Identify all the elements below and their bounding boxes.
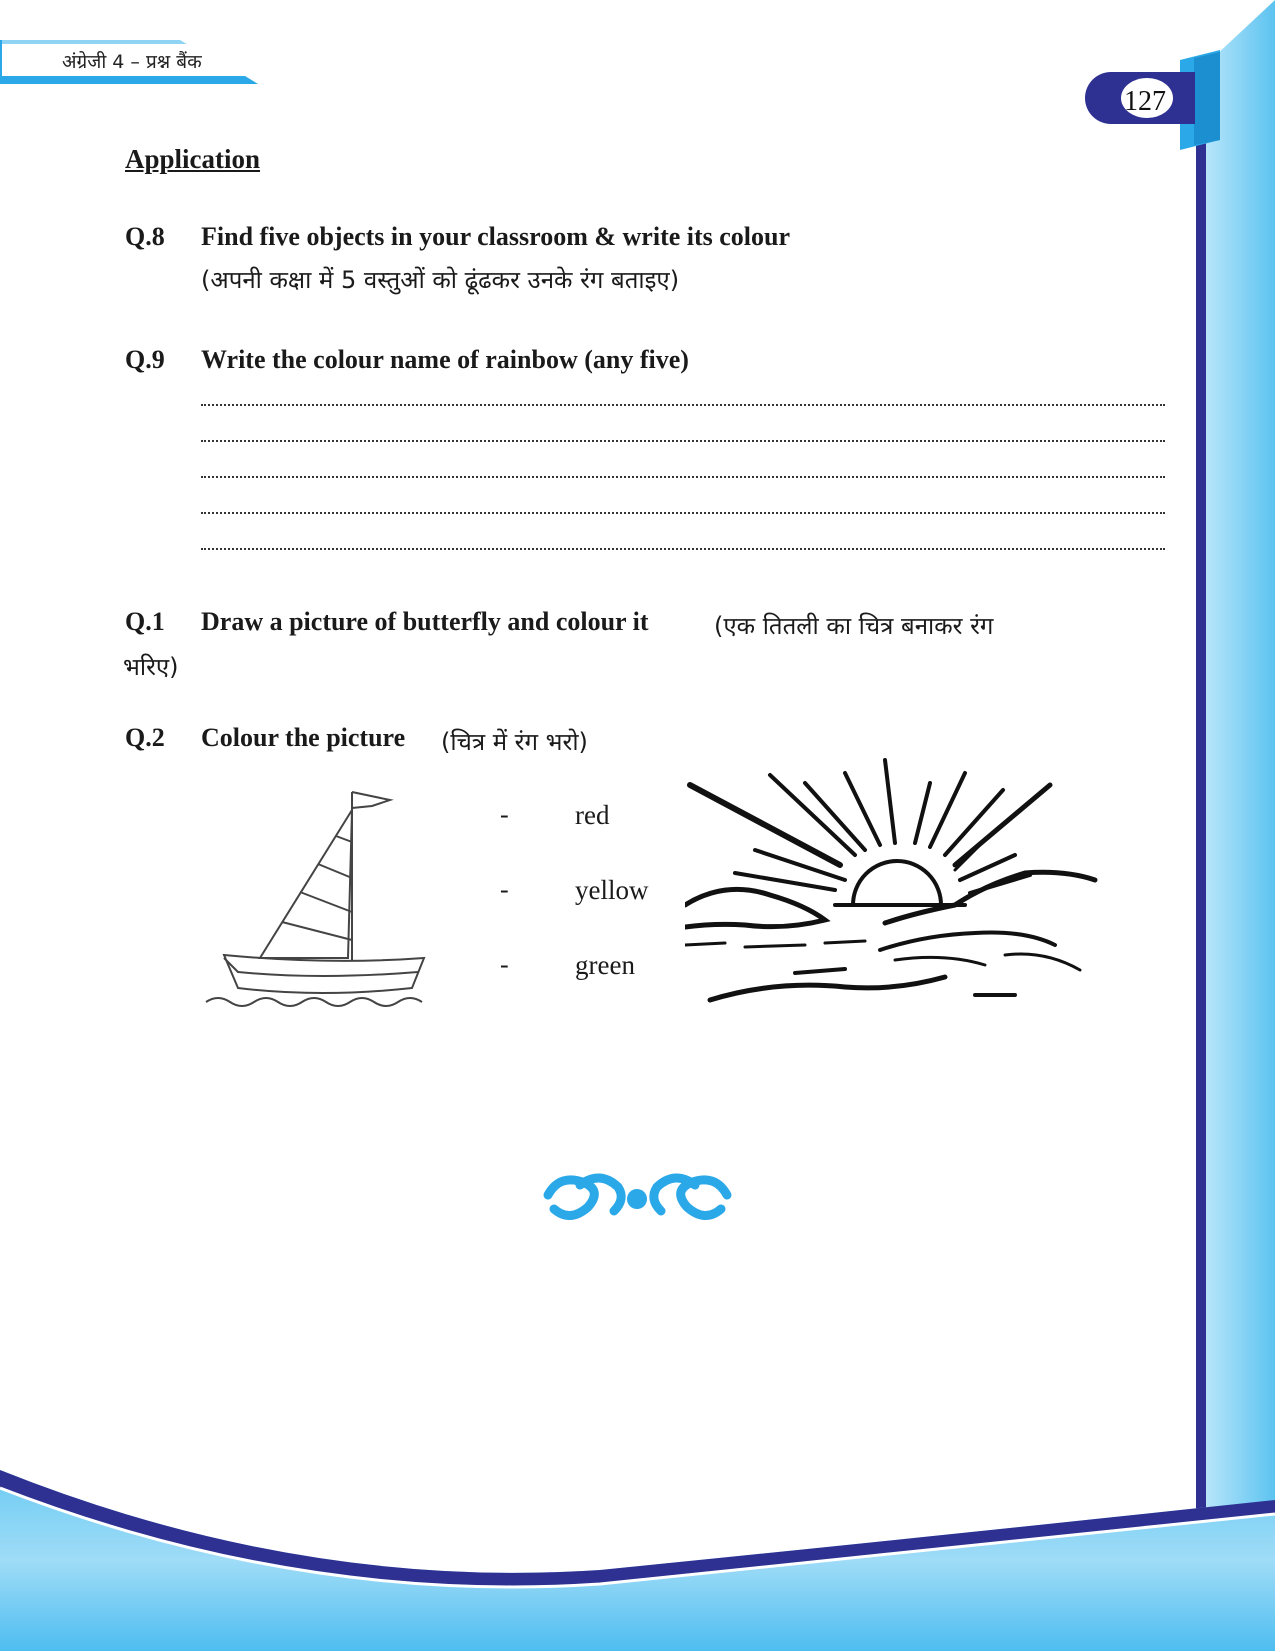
section-title: Application (125, 144, 261, 174)
sunset-drawing[interactable] (685, 755, 1100, 1005)
q2-number: Q.2 (125, 723, 165, 752)
q9-text: Write the colour name of rainbow (any five) (201, 345, 689, 374)
colour-green: green (575, 950, 635, 980)
colour-red: red (575, 800, 610, 830)
page-number: 127 (1124, 86, 1166, 117)
colour-dash: - (500, 950, 509, 979)
q1-number: Q.1 (125, 607, 165, 636)
colour-dash: - (500, 875, 509, 904)
decorative-ornament-icon (540, 1165, 735, 1225)
colour-yellow: yellow (575, 875, 649, 905)
book-title-header: अंग्रेजी 4 – प्रश्न बैंक (62, 51, 202, 73)
q8-number: Q.8 (125, 222, 165, 251)
colour-dash: - (500, 800, 509, 829)
q2-hindi: (चित्र में रंग भरो) (441, 728, 588, 756)
answer-line[interactable] (201, 548, 1165, 550)
answer-line[interactable] (201, 404, 1165, 406)
q1-hindi-continued: भरिए) (123, 653, 179, 681)
q1-hindi: (एक तितली का चित्र बनाकर रंग (714, 612, 994, 640)
bottom-wave-decoration (0, 1470, 1275, 1651)
side-border-decoration (1180, 0, 1275, 1651)
answer-line[interactable] (201, 476, 1165, 478)
q9-number: Q.9 (125, 345, 165, 374)
q2-text: Colour the picture (201, 723, 406, 752)
q8-hindi: (अपनी कक्षा में 5 वस्तुओं को ढूंढकर उनके रंग बताइए) (201, 266, 680, 294)
q8-text: Find five objects in your classroom & write its colour (201, 222, 791, 251)
answer-line[interactable] (201, 440, 1165, 442)
answer-line[interactable] (201, 512, 1165, 514)
sailboat-drawing[interactable] (200, 780, 440, 1015)
q1-text: Draw a picture of butterfly and colour it (201, 607, 649, 636)
